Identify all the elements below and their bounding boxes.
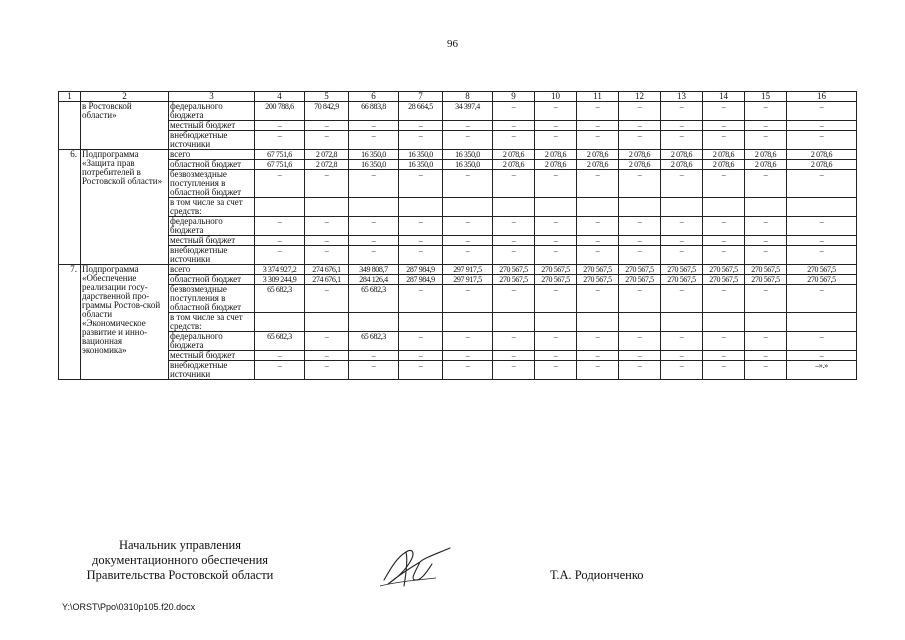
amount-cell: – <box>535 131 577 150</box>
amount-cell <box>787 313 857 332</box>
row-number-cell: 7. <box>59 265 81 380</box>
column-number-header: 15 <box>745 92 787 102</box>
amount-cell <box>577 198 619 217</box>
amount-cell: – <box>493 217 535 236</box>
amount-cell: 297 917,5 <box>443 265 493 275</box>
amount-cell: –».» <box>787 361 857 380</box>
amount-cell: – <box>535 121 577 131</box>
amount-cell <box>349 198 399 217</box>
amount-cell: – <box>305 285 349 313</box>
funding-source-cell: безвозмездные поступления в областной бюджет <box>169 170 255 198</box>
amount-cell: – <box>745 102 787 121</box>
amount-cell: – <box>349 217 399 236</box>
amount-cell <box>661 313 703 332</box>
column-number-header: 13 <box>661 92 703 102</box>
amount-cell: 270 567,5 <box>745 275 787 285</box>
amount-cell: 70 842,9 <box>305 102 349 121</box>
amount-cell: – <box>399 361 443 380</box>
amount-cell: – <box>399 170 443 198</box>
amount-cell: 287 984,9 <box>399 265 443 275</box>
amount-cell: 2 078,6 <box>787 150 857 160</box>
amount-cell: – <box>619 351 661 361</box>
amount-cell <box>703 313 745 332</box>
table-row <box>59 332 857 351</box>
amount-cell: – <box>399 351 443 361</box>
position-line: документационного обеспечения <box>91 553 269 567</box>
amount-cell: 16 350,0 <box>443 150 493 160</box>
amount-cell: – <box>349 170 399 198</box>
amount-cell: 2 078,6 <box>745 150 787 160</box>
amount-cell: 2 078,6 <box>661 150 703 160</box>
table-row <box>59 361 857 380</box>
table-row <box>59 275 857 285</box>
amount-cell: – <box>255 236 305 246</box>
row-number-cell: 6. <box>59 150 81 265</box>
funding-source-cell: всего <box>169 150 255 160</box>
amount-cell: 270 567,5 <box>535 265 577 275</box>
amount-cell: – <box>619 131 661 150</box>
table-row <box>59 150 857 160</box>
table-row <box>59 265 857 275</box>
amount-cell: – <box>443 285 493 313</box>
column-number-header: 9 <box>493 92 535 102</box>
amount-cell: – <box>787 121 857 131</box>
amount-cell: 270 567,5 <box>745 265 787 275</box>
amount-cell: 349 808,7 <box>349 265 399 275</box>
amount-cell: – <box>443 217 493 236</box>
amount-cell: – <box>745 236 787 246</box>
amount-cell: – <box>535 170 577 198</box>
amount-cell: – <box>535 236 577 246</box>
amount-cell: 284 126,4 <box>349 275 399 285</box>
amount-cell: – <box>619 332 661 351</box>
table-row <box>59 246 857 265</box>
amount-cell: – <box>787 170 857 198</box>
amount-cell: 2 078,6 <box>661 160 703 170</box>
amount-cell: – <box>745 246 787 265</box>
amount-cell: 270 567,5 <box>661 275 703 285</box>
amount-cell: – <box>349 121 399 131</box>
amount-cell: – <box>535 217 577 236</box>
column-number-header: 6 <box>349 92 399 102</box>
amount-cell: – <box>255 361 305 380</box>
table-row <box>59 121 857 131</box>
amount-cell: 65 682,3 <box>255 332 305 351</box>
amount-cell: – <box>305 332 349 351</box>
amount-cell: – <box>619 285 661 313</box>
amount-cell <box>619 313 661 332</box>
amount-cell: – <box>399 217 443 236</box>
amount-cell: – <box>305 361 349 380</box>
amount-cell: 274 676,1 <box>305 275 349 285</box>
amount-cell: – <box>619 236 661 246</box>
amount-cell: 270 567,5 <box>787 265 857 275</box>
amount-cell: – <box>745 217 787 236</box>
amount-cell: 2 078,6 <box>493 150 535 160</box>
amount-cell: – <box>745 351 787 361</box>
subprogram-name-cell: Подпрограмма «Обеспечение реализации госу-дарственной про-граммы Ростов-ской области «Экономическое развитие и инно-вационная экономика» <box>81 265 169 380</box>
funding-source-cell: всего <box>169 265 255 275</box>
amount-cell: – <box>787 236 857 246</box>
amount-cell: – <box>399 121 443 131</box>
amount-cell: – <box>443 121 493 131</box>
amount-cell <box>577 313 619 332</box>
amount-cell: 65 682,3 <box>349 285 399 313</box>
amount-cell: – <box>255 246 305 265</box>
amount-cell <box>255 198 305 217</box>
amount-cell <box>493 198 535 217</box>
amount-cell: – <box>493 351 535 361</box>
amount-cell: – <box>787 285 857 313</box>
amount-cell: – <box>443 351 493 361</box>
amount-cell: – <box>745 121 787 131</box>
handwritten-signature <box>376 540 456 592</box>
amount-cell: – <box>703 131 745 150</box>
funding-source-cell: безвозмездные поступления в областной бюджет <box>169 285 255 313</box>
amount-cell: – <box>619 246 661 265</box>
funding-source-cell: внебюджетные источники <box>169 131 255 150</box>
amount-cell: – <box>493 285 535 313</box>
amount-cell: – <box>399 131 443 150</box>
amount-cell: – <box>443 170 493 198</box>
amount-cell: – <box>443 246 493 265</box>
amount-cell: 66 883,8 <box>349 102 399 121</box>
amount-cell: – <box>661 236 703 246</box>
column-number-header: 7 <box>399 92 443 102</box>
position-line: Начальник управления <box>119 538 241 552</box>
amount-cell: – <box>787 351 857 361</box>
amount-cell <box>255 313 305 332</box>
amount-cell: – <box>787 102 857 121</box>
amount-cell: – <box>703 102 745 121</box>
column-number-header: 11 <box>577 92 619 102</box>
amount-cell: 2 078,6 <box>577 150 619 160</box>
amount-cell: – <box>399 285 443 313</box>
amount-cell <box>399 198 443 217</box>
amount-cell: – <box>661 361 703 380</box>
amount-cell <box>305 313 349 332</box>
table-row <box>59 198 857 217</box>
amount-cell: 270 567,5 <box>577 275 619 285</box>
amount-cell: – <box>349 236 399 246</box>
amount-cell: – <box>703 351 745 361</box>
amount-cell: – <box>619 170 661 198</box>
amount-cell: 3 374 927,2 <box>255 265 305 275</box>
amount-cell <box>535 313 577 332</box>
funding-source-cell: федерального бюджета <box>169 102 255 121</box>
amount-cell: 34 397,4 <box>443 102 493 121</box>
amount-cell: – <box>661 217 703 236</box>
amount-cell: – <box>577 131 619 150</box>
amount-cell <box>443 313 493 332</box>
amount-cell: 2 072,8 <box>305 150 349 160</box>
amount-cell: 270 567,5 <box>619 275 661 285</box>
amount-cell: – <box>745 131 787 150</box>
amount-cell: – <box>661 351 703 361</box>
amount-cell <box>787 198 857 217</box>
amount-cell <box>349 313 399 332</box>
amount-cell: 2 078,6 <box>619 150 661 160</box>
amount-cell: 67 751,6 <box>255 160 305 170</box>
funding-source-cell: в том числе за счет средств: <box>169 198 255 217</box>
amount-cell: 3 309 244,9 <box>255 275 305 285</box>
amount-cell: – <box>399 246 443 265</box>
amount-cell: 16 350,0 <box>349 150 399 160</box>
amount-cell: 67 751,6 <box>255 150 305 160</box>
amount-cell: – <box>443 236 493 246</box>
amount-cell <box>745 198 787 217</box>
amount-cell: – <box>787 131 857 150</box>
amount-cell: – <box>745 361 787 380</box>
amount-cell: – <box>305 246 349 265</box>
table-row <box>59 285 857 313</box>
amount-cell: – <box>255 217 305 236</box>
funding-source-cell: областной бюджет <box>169 275 255 285</box>
amount-cell: – <box>443 332 493 351</box>
amount-cell: – <box>787 246 857 265</box>
amount-cell: – <box>305 170 349 198</box>
amount-cell: – <box>255 170 305 198</box>
subprogram-name-cell: Подпрограмма «Защита прав потребителей в Ростовской области» <box>81 150 169 265</box>
funding-source-cell: областной бюджет <box>169 160 255 170</box>
amount-cell: – <box>349 131 399 150</box>
amount-cell: – <box>577 285 619 313</box>
amount-cell: – <box>577 170 619 198</box>
amount-cell: 2 078,6 <box>703 160 745 170</box>
amount-cell: – <box>305 121 349 131</box>
funding-source-cell: местный бюджет <box>169 121 255 131</box>
amount-cell <box>535 198 577 217</box>
table-row <box>59 351 857 361</box>
funding-source-cell: федерального бюджета <box>169 332 255 351</box>
table-header-row <box>59 92 857 102</box>
amount-cell: 200 788,6 <box>255 102 305 121</box>
amount-cell: – <box>703 246 745 265</box>
amount-cell: 270 567,5 <box>703 275 745 285</box>
amount-cell: 2 078,6 <box>703 150 745 160</box>
column-number-header: 2 <box>81 92 169 102</box>
amount-cell: 270 567,5 <box>661 265 703 275</box>
amount-cell: 2 078,6 <box>745 160 787 170</box>
amount-cell <box>493 313 535 332</box>
amount-cell: 270 567,5 <box>535 275 577 285</box>
column-number-header: 4 <box>255 92 305 102</box>
amount-cell: 287 984,9 <box>399 275 443 285</box>
table-row <box>59 131 857 150</box>
amount-cell: – <box>577 351 619 361</box>
amount-cell <box>745 313 787 332</box>
funding-source-cell: внебюджетные источники <box>169 361 255 380</box>
amount-cell: – <box>577 332 619 351</box>
table-row <box>59 236 857 246</box>
amount-cell: – <box>577 217 619 236</box>
amount-cell: – <box>255 131 305 150</box>
table-row <box>59 102 857 121</box>
column-number-header: 16 <box>787 92 857 102</box>
table-row <box>59 313 857 332</box>
amount-cell: 2 078,6 <box>535 160 577 170</box>
amount-cell: 16 350,0 <box>349 160 399 170</box>
amount-cell <box>661 198 703 217</box>
amount-cell: 16 350,0 <box>443 160 493 170</box>
subprogram-name-cell: в Ростовской области» <box>81 102 169 150</box>
amount-cell: 65 682,3 <box>255 285 305 313</box>
amount-cell: – <box>493 170 535 198</box>
table-row <box>59 217 857 236</box>
amount-cell: – <box>305 351 349 361</box>
amount-cell: – <box>349 361 399 380</box>
amount-cell: – <box>493 121 535 131</box>
amount-cell: 16 350,0 <box>399 150 443 160</box>
column-number-header: 1 <box>59 92 81 102</box>
amount-cell: – <box>535 285 577 313</box>
column-number-header: 10 <box>535 92 577 102</box>
column-number-header: 3 <box>169 92 255 102</box>
amount-cell: – <box>661 121 703 131</box>
amount-cell: – <box>619 361 661 380</box>
column-number-header: 8 <box>443 92 493 102</box>
amount-cell: – <box>619 102 661 121</box>
amount-cell: – <box>493 102 535 121</box>
amount-cell: – <box>787 332 857 351</box>
amount-cell: – <box>493 332 535 351</box>
funding-source-cell: местный бюджет <box>169 351 255 361</box>
amount-cell: – <box>661 102 703 121</box>
amount-cell: – <box>535 102 577 121</box>
column-number-header: 5 <box>305 92 349 102</box>
amount-cell: 2 078,6 <box>619 160 661 170</box>
amount-cell: – <box>443 131 493 150</box>
funding-source-cell: федерального бюджета <box>169 217 255 236</box>
amount-cell: – <box>661 332 703 351</box>
budget-table <box>58 91 857 380</box>
amount-cell: 2 078,6 <box>535 150 577 160</box>
amount-cell: – <box>305 217 349 236</box>
row-number-cell <box>59 102 81 150</box>
amount-cell: 270 567,5 <box>787 275 857 285</box>
amount-cell: – <box>493 131 535 150</box>
amount-cell: 270 567,5 <box>493 275 535 285</box>
amount-cell: – <box>349 351 399 361</box>
amount-cell <box>703 198 745 217</box>
amount-cell: – <box>745 332 787 351</box>
amount-cell: – <box>255 351 305 361</box>
amount-cell: – <box>661 246 703 265</box>
column-number-header: 12 <box>619 92 661 102</box>
amount-cell: 65 682,3 <box>349 332 399 351</box>
amount-cell: – <box>703 361 745 380</box>
amount-cell: – <box>493 246 535 265</box>
amount-cell: – <box>703 236 745 246</box>
amount-cell: – <box>703 121 745 131</box>
amount-cell: 270 567,5 <box>493 265 535 275</box>
amount-cell: – <box>535 246 577 265</box>
amount-cell: – <box>349 246 399 265</box>
table-row <box>59 160 857 170</box>
amount-cell: – <box>493 361 535 380</box>
amount-cell: – <box>577 121 619 131</box>
amount-cell: – <box>703 217 745 236</box>
amount-cell: – <box>745 170 787 198</box>
amount-cell: 16 350,0 <box>399 160 443 170</box>
amount-cell: – <box>535 361 577 380</box>
amount-cell: – <box>577 236 619 246</box>
amount-cell: – <box>577 361 619 380</box>
amount-cell <box>305 198 349 217</box>
amount-cell: 270 567,5 <box>703 265 745 275</box>
amount-cell: – <box>443 361 493 380</box>
table-row <box>59 170 857 198</box>
amount-cell: 2 078,6 <box>577 160 619 170</box>
amount-cell: 28 664,5 <box>399 102 443 121</box>
amount-cell: – <box>703 285 745 313</box>
amount-cell: 274 676,1 <box>305 265 349 275</box>
amount-cell: 2 078,6 <box>493 160 535 170</box>
amount-cell: – <box>619 121 661 131</box>
amount-cell: – <box>661 131 703 150</box>
funding-source-cell: местный бюджет <box>169 236 255 246</box>
funding-source-cell: внебюджетные источники <box>169 246 255 265</box>
amount-cell: – <box>577 102 619 121</box>
amount-cell <box>443 198 493 217</box>
amount-cell <box>399 313 443 332</box>
amount-cell: 270 567,5 <box>577 265 619 275</box>
amount-cell: – <box>399 236 443 246</box>
amount-cell: 297 917,5 <box>443 275 493 285</box>
amount-cell: – <box>577 246 619 265</box>
amount-cell: 2 078,6 <box>787 160 857 170</box>
position-line: Правительства Ростовской области <box>86 568 274 582</box>
amount-cell: – <box>255 121 305 131</box>
page-number: 96 <box>447 38 458 50</box>
amount-cell: – <box>703 170 745 198</box>
amount-cell: 270 567,5 <box>619 265 661 275</box>
amount-cell: – <box>619 217 661 236</box>
amount-cell: – <box>787 217 857 236</box>
amount-cell: – <box>745 285 787 313</box>
funding-source-cell: в том числе за счет средств: <box>169 313 255 332</box>
signature-position <box>60 538 300 583</box>
amount-cell: – <box>535 332 577 351</box>
column-number-header: 14 <box>703 92 745 102</box>
amount-cell: – <box>703 332 745 351</box>
file-path: Y:\ORST\Ppo\0310p105.f20.docx <box>62 602 196 612</box>
signer-name: Т.А. Родионченко <box>550 568 644 582</box>
amount-cell: 2 072,8 <box>305 160 349 170</box>
amount-cell: – <box>535 351 577 361</box>
amount-cell: – <box>305 131 349 150</box>
amount-cell: – <box>399 332 443 351</box>
amount-cell: – <box>661 170 703 198</box>
amount-cell: – <box>661 285 703 313</box>
amount-cell: – <box>493 236 535 246</box>
amount-cell: – <box>305 236 349 246</box>
amount-cell <box>619 198 661 217</box>
